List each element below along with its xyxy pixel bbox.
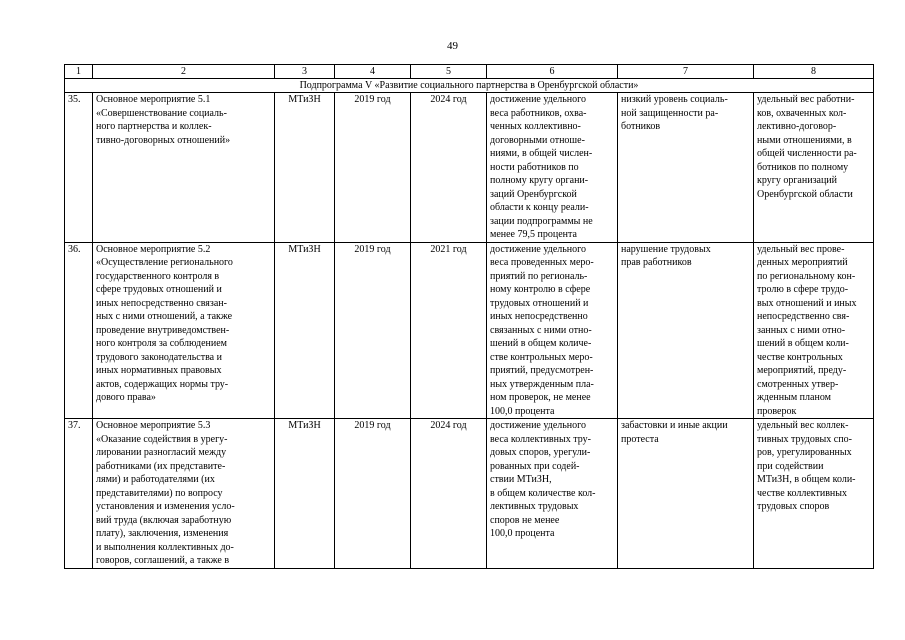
row-number: 37. [65, 419, 93, 569]
column-header: 6 [487, 65, 618, 79]
consequence-cell: нарушение трудовых прав работников [618, 242, 754, 419]
consequence-cell: забастовки и иные акции протеста [618, 419, 754, 569]
subprogram-title: Подпрограмма V «Развитие социального партнерства в Оренбургской области» [65, 79, 874, 93]
page-number: 49 [447, 40, 458, 52]
executor-cell: МТиЗН [275, 242, 335, 419]
column-number-row [65, 65, 874, 79]
executor-cell: МТиЗН [275, 419, 335, 569]
end-year-cell: 2021 год [411, 242, 487, 419]
start-year-cell: 2019 год [335, 242, 411, 419]
indicator-cell: удельный вес коллек- тивных трудовых спо- ров, урегулированных при содействии МТиЗН, в общем коли- честве коллективных трудовых споров [754, 419, 874, 569]
column-header: 7 [618, 65, 754, 79]
event-cell: Основное мероприятие 5.3 «Оказание содействия в урегу- лировании разногласий между работниками (их представите- лями) и работодателями (их представителями) по вопросу установления и изменения усло- вий труда (включая заработную плату), заключения, изменения и выполнения коллективных до- говоров, соглашений, а также в [93, 419, 275, 569]
column-header: 2 [93, 65, 275, 79]
column-header: 1 [65, 65, 93, 79]
start-year-cell: 2019 год [335, 419, 411, 569]
event-cell: Основное мероприятие 5.2 «Осуществление регионального государственного контроля в сфере трудовых отношений и иных непосредственно связан- ных с ними отношений, а также проведение внутриведомствен- ного контроля за соблюдением трудового законодательства и иных нормативных правовых актов, содержащих нормы тру- дового права» [93, 242, 275, 419]
result-cell: достижение удельного веса проведенных меро- приятий по региональ- ному контролю в сфере трудовых отношений и иных непосредственно связанных с ними отно- шений в общем количе- стве контрольных меро- приятий, предусмотрен- ных утвержденным пла- ном проверок, не менее 100,0 процента [487, 242, 618, 419]
column-header: 3 [275, 65, 335, 79]
indicator-cell: удельный вес работни- ков, охваченных кол- лективно-договор- ными отношениями, в общей численности ра- ботников по полному кругу организаций Оренбургской области [754, 93, 874, 243]
table-row [65, 93, 874, 243]
table-row [65, 242, 874, 419]
column-header: 4 [335, 65, 411, 79]
subprogram-row [65, 79, 874, 93]
activities-table [64, 64, 874, 569]
consequence-cell: низкий уровень социаль- ной защищенности ра- ботников [618, 93, 754, 243]
row-number: 36. [65, 242, 93, 419]
end-year-cell: 2024 год [411, 93, 487, 243]
row-number: 35. [65, 93, 93, 243]
result-cell: достижение удельного веса коллективных тру- довых споров, урегули- рованных при содей- ствии МТиЗН, в общем количестве кол- лективных трудовых споров не менее 100,0 процента [487, 419, 618, 569]
result-cell: достижение удельного веса работников, охва- ченных коллективно- договорными отноше- ниями, в общей числен- ности работников по полному кругу органи- заций Оренбургской области к концу реали- зации подпрограммы не менее 79,5 процента [487, 93, 618, 243]
table-row [65, 419, 874, 569]
start-year-cell: 2019 год [335, 93, 411, 243]
event-cell: Основное мероприятие 5.1 «Совершенствование социаль- ного партнерства и коллек- тивно-договорных отношений» [93, 93, 275, 243]
end-year-cell: 2024 год [411, 419, 487, 569]
executor-cell: МТиЗН [275, 93, 335, 243]
indicator-cell: удельный вес прове- денных мероприятий по региональному кон- тролю в сфере трудо- вых отношений и иных непосредственно свя- занных с ними отно- шений в общем коли- честве контрольных мероприятий, преду- смотренных утвер- жденным планом проверок [754, 242, 874, 419]
column-header: 8 [754, 65, 874, 79]
column-header: 5 [411, 65, 487, 79]
